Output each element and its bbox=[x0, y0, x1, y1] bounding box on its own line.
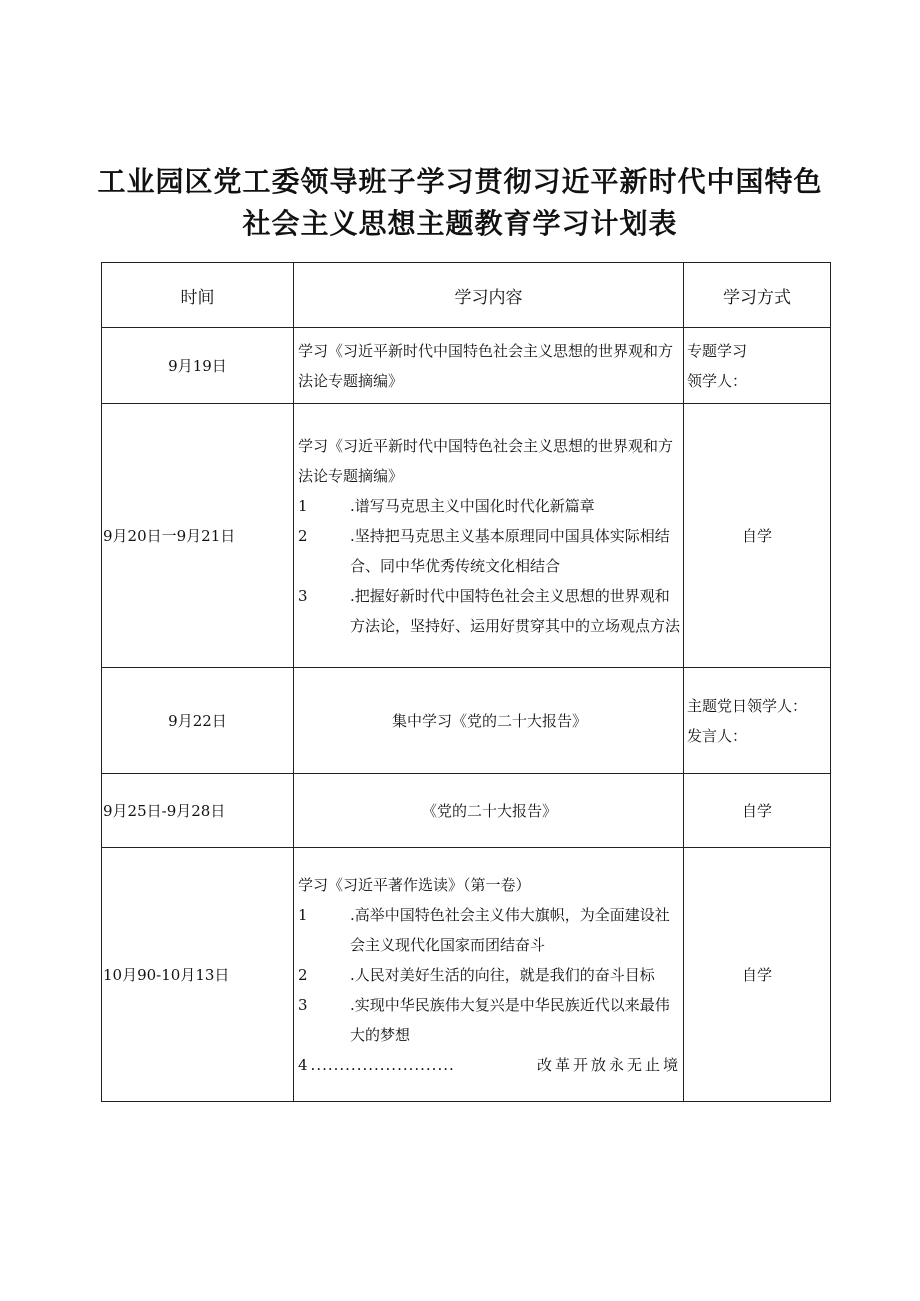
study-plan-table bbox=[101, 262, 831, 1102]
item-text: .坚持把马克思主义基本原理同中国具体实际相结合、同中华优秀传统文化相结合 bbox=[350, 526, 670, 575]
header-time: 时间 bbox=[102, 263, 294, 328]
item-number: 1 bbox=[298, 496, 308, 515]
row-time: 9月20日一9月21日 bbox=[102, 404, 294, 668]
content-item bbox=[298, 900, 681, 960]
item-number: 2 bbox=[298, 526, 308, 545]
content-line: 学习《习近平新时代中国特色社会主义思想的世界观和方法论专题摘编》 bbox=[298, 341, 674, 390]
item-text: .把握好新时代中国特色社会主义思想的世界观和方法论，坚持好、运用好贯穿其中的立场观点方法 bbox=[350, 586, 681, 635]
item-number: 4 bbox=[298, 1055, 311, 1074]
row-time: 9月25日-9月28日 bbox=[102, 774, 294, 848]
header-method: 学习方式 bbox=[684, 263, 831, 328]
item-text: 改革开放永无止境 bbox=[536, 1055, 681, 1074]
row-time: 9月19日 bbox=[102, 328, 294, 404]
content-item bbox=[298, 960, 681, 990]
row-content: 集中学习《党的二十大报告》 bbox=[294, 668, 684, 774]
content-intro: 学习《习近平新时代中国特色社会主义思想的世界观和方法论专题摘编》 bbox=[298, 436, 674, 485]
table-row bbox=[102, 328, 831, 404]
content-item bbox=[298, 521, 681, 581]
item-text: .人民对美好生活的向往，就是我们的奋斗目标 bbox=[350, 965, 655, 984]
method-line: 专题学习 bbox=[687, 341, 748, 360]
table-row bbox=[102, 404, 831, 668]
content-item bbox=[298, 491, 681, 521]
row-content bbox=[294, 404, 684, 668]
row-method bbox=[684, 328, 831, 404]
table-header-row bbox=[102, 263, 831, 328]
method-line: 领学人： bbox=[687, 371, 748, 390]
row-time: 10月90-10月13日 bbox=[102, 848, 294, 1102]
document-title-line-1: 工业园区党工委领导班子学习贯彻习近平新时代中国特色 bbox=[97, 165, 823, 198]
item-text: .实现中华民族伟大复兴是中华民族近代以来最伟大的梦想 bbox=[350, 995, 670, 1044]
row-method: 自学 bbox=[684, 404, 831, 668]
row-content bbox=[294, 848, 684, 1102]
item-text: .谱写马克思主义中国化时代化新篇章 bbox=[350, 496, 595, 515]
item-number: 3 bbox=[298, 586, 308, 605]
content-item bbox=[298, 581, 681, 641]
item-number: 3 bbox=[298, 995, 308, 1014]
row-method: 自学 bbox=[684, 774, 831, 848]
content-intro: 学习《习近平著作选读》（第一卷） bbox=[298, 875, 531, 894]
row-method: 自学 bbox=[684, 848, 831, 1102]
item-dots: ......................... bbox=[310, 1055, 455, 1074]
item-number: 1 bbox=[298, 905, 308, 924]
content-item-last bbox=[298, 1050, 681, 1080]
document-title-line-2: 社会主义思想主题教育学习计划表 bbox=[242, 207, 678, 240]
table-row bbox=[102, 848, 831, 1102]
content-item bbox=[298, 990, 681, 1050]
header-content: 学习内容 bbox=[294, 263, 684, 328]
table-row bbox=[102, 774, 831, 848]
table-row bbox=[102, 668, 831, 774]
item-text: .高举中国特色社会主义伟大旗帜，为全面建设社会主义现代化国家而团结奋斗 bbox=[350, 905, 670, 954]
method-line: 发言人： bbox=[687, 726, 748, 745]
row-time: 9月22日 bbox=[102, 668, 294, 774]
item-number: 2 bbox=[298, 965, 308, 984]
row-content bbox=[294, 328, 684, 404]
row-method bbox=[684, 668, 831, 774]
row-content: 《党的二十大报告》 bbox=[294, 774, 684, 848]
method-line: 主题党日领学人： bbox=[687, 696, 808, 715]
